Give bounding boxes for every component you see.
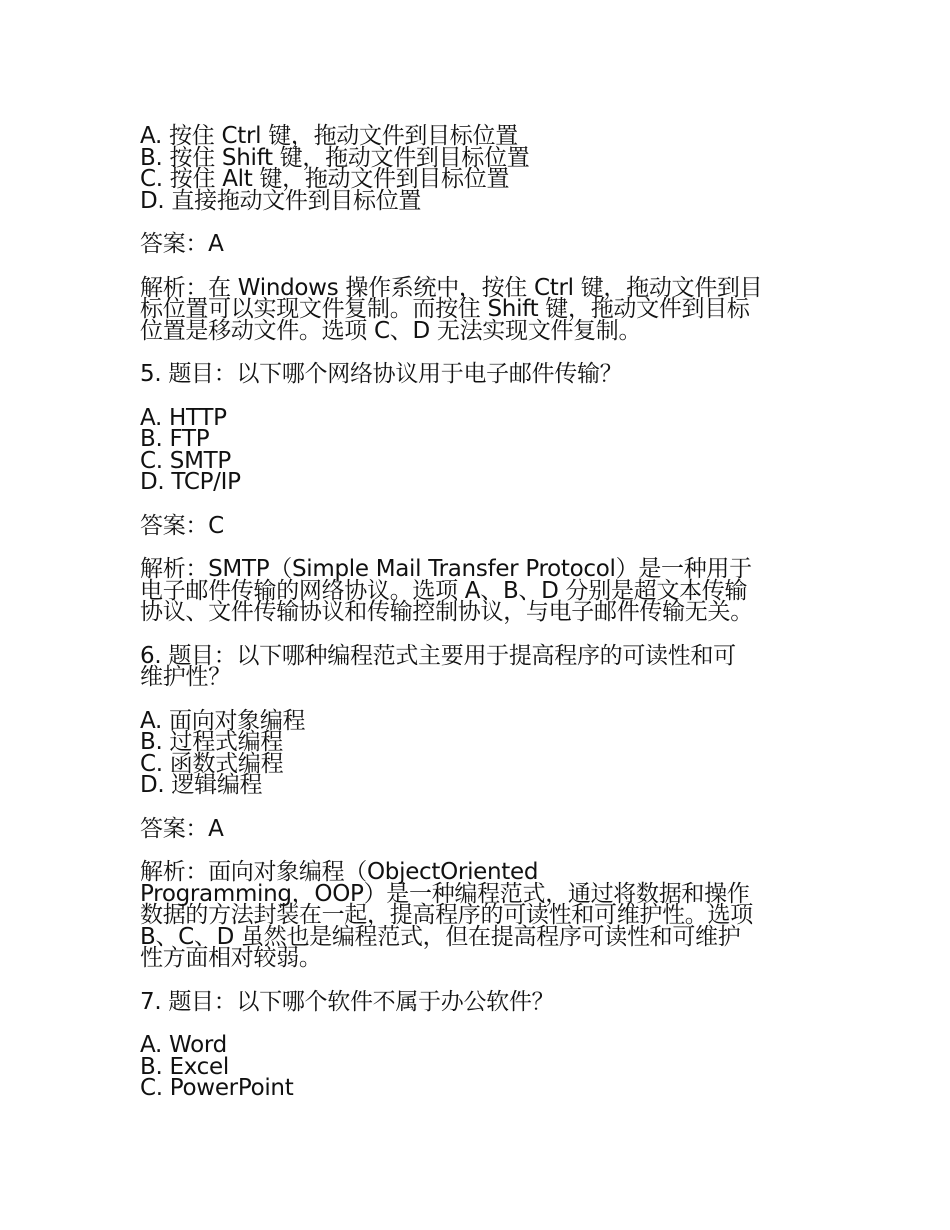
analysis-line: 性方面相对较弱。: [140, 945, 322, 971]
option-b: B. FTP: [140, 426, 210, 452]
answer-text: 答案：A: [140, 231, 224, 257]
option-b: B. Excel: [140, 1053, 229, 1080]
option-a: A. HTTP: [140, 404, 227, 431]
question-7-title: [140, 988, 820, 1015]
option-a: A. 按住 Ctrl 键，拖动文件到目标位置: [140, 123, 518, 149]
analysis-line: 数据的方法封装在一起，提高程序的可读性和可维护性。选项: [140, 902, 753, 928]
option-d: D. TCP/IP: [140, 469, 241, 495]
question-text: 5. 题目：以下哪个网络协议用于电子邮件传输？: [140, 361, 623, 387]
option-b: B. 过程式编程: [140, 729, 284, 755]
question-4-analysis: [140, 274, 820, 344]
analysis-line: 解析：在 Windows 操作系统中，按住 Ctrl 键，拖动文件到目: [140, 274, 763, 301]
question-4-answer: [140, 231, 820, 257]
question-6-title: [140, 642, 820, 690]
question-text: 7. 题目：以下哪个软件不属于办公软件？: [140, 988, 555, 1015]
answer-text: 答案：C: [140, 512, 224, 539]
analysis-line: Programming，OOP）是一种编程范式，通过将数据和操作: [140, 880, 750, 907]
question-text: 维护性？: [140, 664, 231, 690]
option-c: C. PowerPoint: [140, 1075, 294, 1101]
option-b: B. 按住 Shift 键，拖动文件到目标位置: [140, 144, 530, 171]
question-7-options: [140, 1032, 820, 1101]
option-a: A. 面向对象编程: [140, 707, 306, 734]
question-4-options: [140, 123, 820, 214]
analysis-line: 标位置可以实现文件复制。而按住 Shift 键，拖动文件到目标: [140, 296, 750, 322]
analysis-line: 解析：面向对象编程（ObjectOriented: [140, 859, 539, 885]
question-5-options: [140, 404, 820, 495]
analysis-line: 位置是移动文件。选项 C、D 无法实现文件复制。: [140, 317, 642, 344]
question-6-options: [140, 707, 820, 798]
question-5-answer: [140, 512, 820, 539]
option-d: D. 逻辑编程: [140, 772, 263, 798]
question-5-title: [140, 361, 820, 387]
document-body: [140, 123, 820, 1101]
question-6-answer: [140, 815, 820, 842]
question-text: 6. 题目：以下哪种编程范式主要用于提高程序的可读性和可: [140, 642, 736, 669]
analysis-line: 电子邮件传输的网络协议。选项 A、B、D 分别是超文本传输: [140, 577, 748, 604]
analysis-line: 协议、文件传输协议和传输控制协议，与电子邮件传输无关。: [140, 599, 753, 625]
option-d: D. 直接拖动文件到目标位置: [140, 187, 422, 214]
option-a: A. Word: [140, 1032, 227, 1058]
analysis-line: B、C、D 虽然也是编程范式，但在提高程序可读性和可维护: [140, 923, 741, 950]
question-5-analysis: [140, 556, 820, 625]
answer-text: 答案：A: [140, 815, 224, 842]
option-c: C. 函数式编程: [140, 750, 284, 777]
analysis-line: 解析：SMTP（Simple Mail Transfer Protocol）是一种用于: [140, 556, 752, 582]
question-6-analysis: [140, 859, 820, 971]
option-c: C. SMTP: [140, 447, 231, 474]
option-c: C. 按住 Alt 键，拖动文件到目标位置: [140, 166, 510, 192]
